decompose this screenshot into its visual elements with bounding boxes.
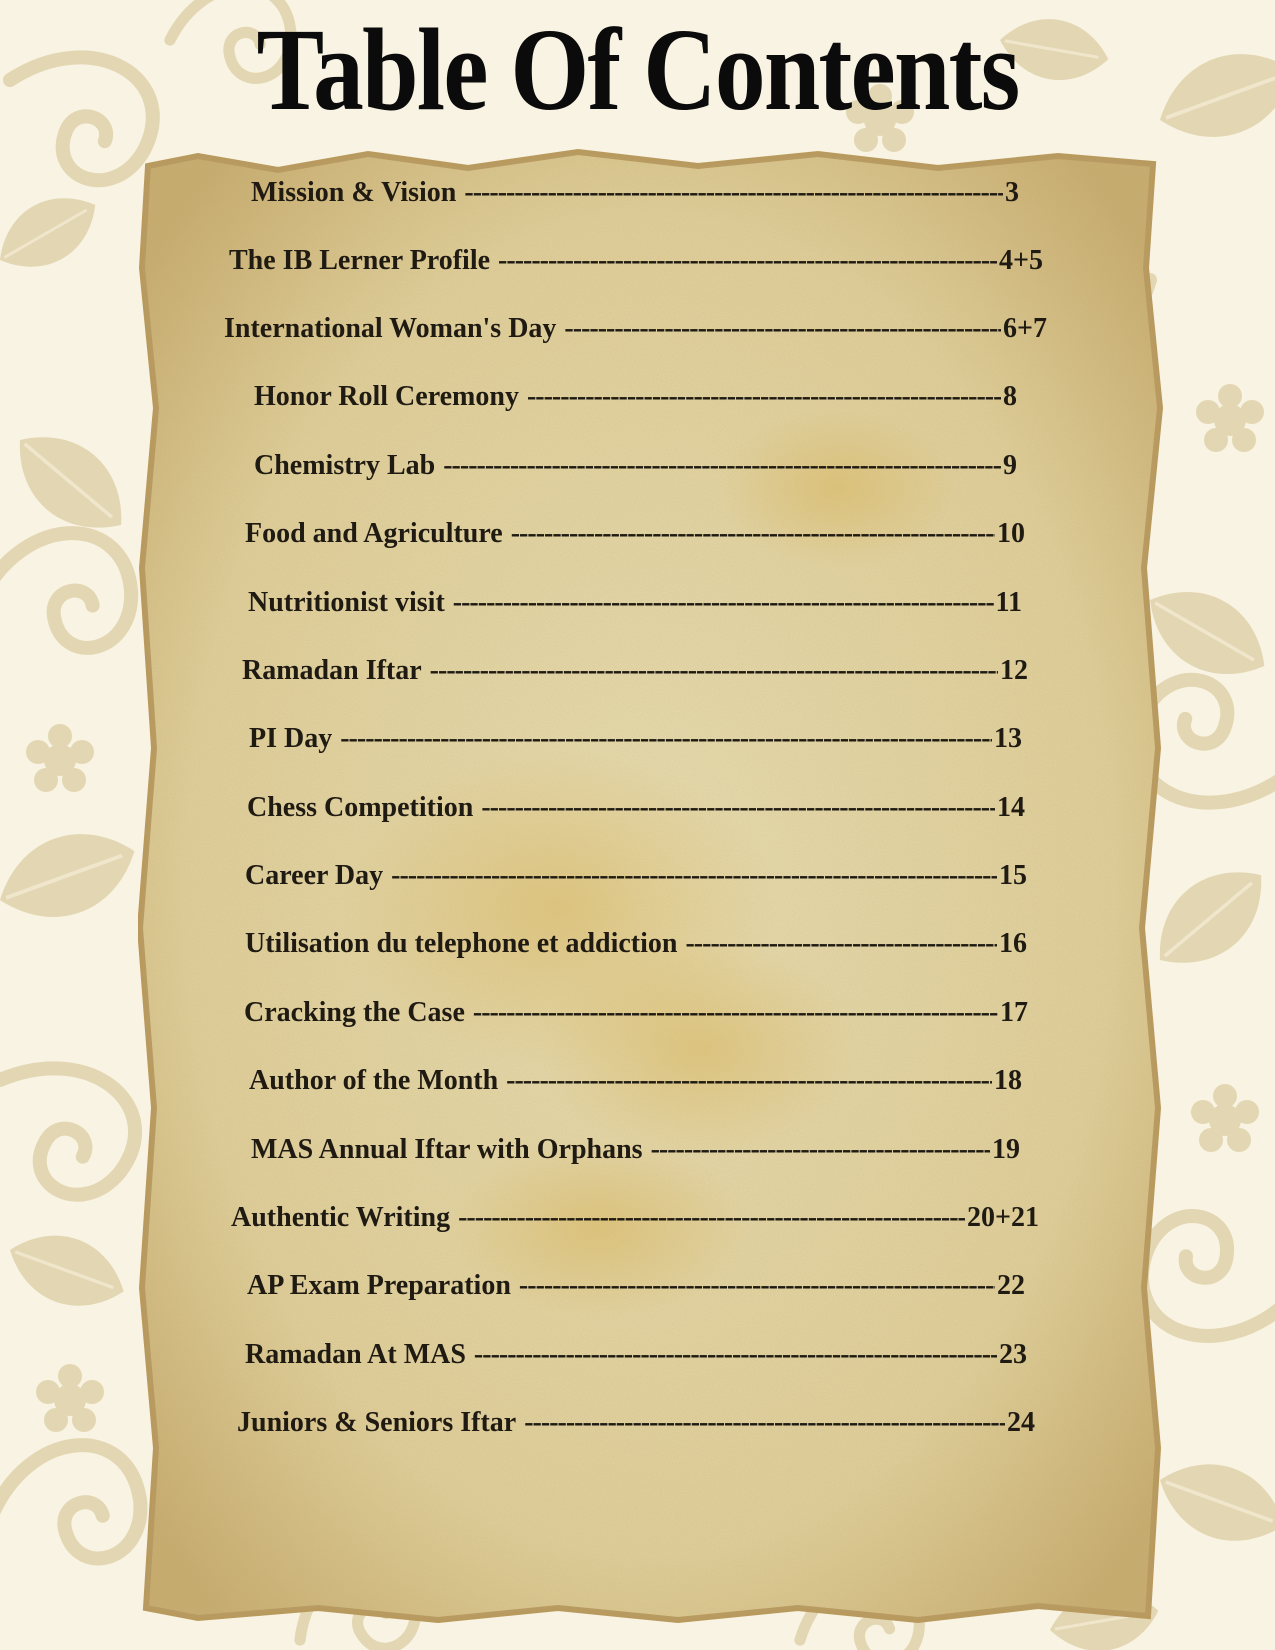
toc-entry-page: 16 xyxy=(999,928,1027,959)
toc-entry-title: The IB Lerner Profile xyxy=(229,245,491,276)
toc-entry[interactable] xyxy=(242,653,1028,689)
toc-entry[interactable] xyxy=(251,1132,1020,1168)
toc-entry-leader xyxy=(524,1405,1005,1441)
toc-entry-page: 11 xyxy=(995,587,1022,618)
toc-entry-page: 20+21 xyxy=(967,1202,1039,1233)
toc-entry[interactable] xyxy=(245,516,1025,552)
toc-entry-title: Utilisation du telephone et addiction xyxy=(245,928,678,959)
toc-entry-leader xyxy=(474,1337,997,1373)
toc-entry-leader xyxy=(506,1063,992,1099)
toc-entry-leader xyxy=(340,721,992,757)
toc-entry-title: Nutritionist visit xyxy=(248,587,445,618)
toc-entry[interactable] xyxy=(224,311,1047,347)
toc-entry[interactable] xyxy=(254,448,1017,484)
toc-entry-leader xyxy=(481,790,995,826)
toc-entry-page: 19 xyxy=(992,1134,1020,1165)
toc-entry-page: 10 xyxy=(997,518,1025,549)
toc-entry-title: Author of the Month xyxy=(249,1065,499,1096)
toc-entry[interactable] xyxy=(248,585,1022,621)
toc-entry-title: Honor Roll Ceremony xyxy=(254,381,519,412)
toc-entry-title: Food and Agriculture xyxy=(245,518,503,549)
toc-entry-title: Mission & Vision xyxy=(251,177,457,208)
toc-entry-leader xyxy=(430,653,998,689)
toc-entry-title: PI Day xyxy=(249,723,333,754)
toc-entry-title: Chess Competition xyxy=(247,792,474,823)
page-title: Table Of Contents xyxy=(256,4,1019,135)
toc-entry-leader xyxy=(685,926,997,962)
toc-entry[interactable] xyxy=(247,790,1025,826)
toc-entry[interactable] xyxy=(245,1337,1027,1373)
toc-entry-leader xyxy=(527,379,1001,415)
toc-entry-page: 3 xyxy=(1005,177,1019,208)
toc-entry[interactable] xyxy=(237,1405,1035,1441)
toc-entry[interactable] xyxy=(249,1063,1022,1099)
toc-entry[interactable] xyxy=(229,243,1043,279)
toc-entry-title: Authentic Writing xyxy=(231,1202,451,1233)
toc-entry-page: 17 xyxy=(1000,997,1028,1028)
toc-entry-title: MAS Annual Iftar with Orphans xyxy=(251,1134,643,1165)
toc-entry-title: AP Exam Preparation xyxy=(247,1270,511,1301)
toc-entry-leader xyxy=(511,516,995,552)
toc-entry-page: 13 xyxy=(994,723,1022,754)
toc-entry-page: 15 xyxy=(999,860,1027,891)
toc-entry[interactable] xyxy=(244,995,1028,1031)
toc-entry-leader xyxy=(464,175,1003,211)
toc-entry[interactable] xyxy=(251,175,1019,211)
toc-entry-page: 9 xyxy=(1003,450,1017,481)
toc-entry-title: International Woman's Day xyxy=(224,313,557,344)
toc-entry-title: Ramadan At MAS xyxy=(245,1339,466,1370)
toc-entry-leader xyxy=(391,858,997,894)
toc-entry[interactable] xyxy=(249,721,1022,757)
toc-entry[interactable] xyxy=(245,858,1027,894)
toc-entry-title: Juniors & Seniors Iftar xyxy=(237,1407,517,1438)
toc-entry-leader xyxy=(564,311,1001,347)
toc-entry[interactable] xyxy=(245,926,1027,962)
toc-entry[interactable] xyxy=(254,379,1017,415)
toc-entry-title: Career Day xyxy=(245,860,384,891)
toc-entry-leader xyxy=(453,585,994,621)
toc-entry-leader xyxy=(498,243,997,279)
toc-entry-title: Ramadan Iftar xyxy=(242,655,422,686)
toc-entry-title: Cracking the Case xyxy=(244,997,465,1028)
toc-entry-leader xyxy=(458,1200,965,1236)
toc-entry-leader xyxy=(519,1268,995,1304)
toc-entry-page: 23 xyxy=(999,1339,1027,1370)
toc-entry-page: 6+7 xyxy=(1003,313,1047,344)
toc-entry-page: 18 xyxy=(994,1065,1022,1096)
toc-entry-leader xyxy=(651,1132,990,1168)
toc-entry-leader xyxy=(473,995,998,1031)
toc-entry[interactable] xyxy=(247,1268,1025,1304)
toc-entry-page: 8 xyxy=(1003,381,1017,412)
toc-entry-page: 14 xyxy=(997,792,1025,823)
toc-entry-page: 22 xyxy=(997,1270,1025,1301)
toc-entry[interactable] xyxy=(231,1200,1039,1236)
toc-entry-leader xyxy=(443,448,1001,484)
toc-entry-page: 4+5 xyxy=(999,245,1043,276)
toc-entry-page: 12 xyxy=(1000,655,1028,686)
toc-entry-page: 24 xyxy=(1007,1407,1035,1438)
toc-entry-title: Chemistry Lab xyxy=(254,450,436,481)
